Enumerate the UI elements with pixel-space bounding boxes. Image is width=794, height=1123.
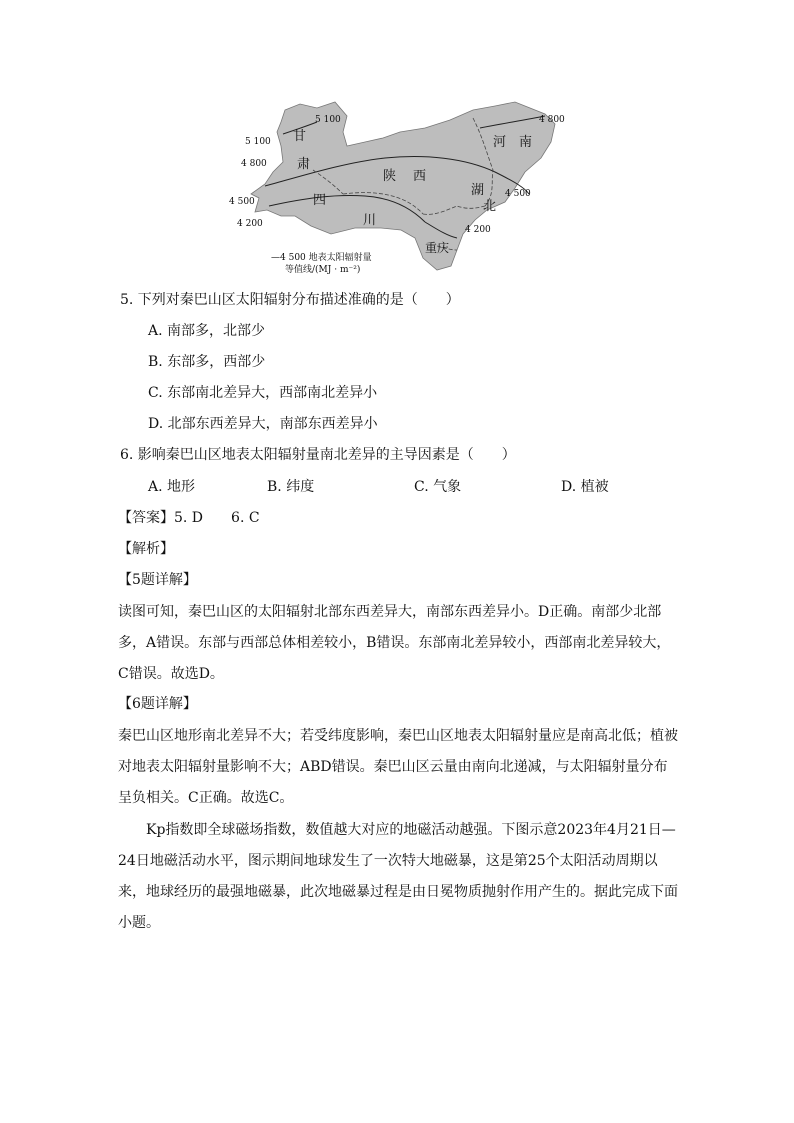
analysis-heading: 【解析】: [118, 541, 174, 557]
question-5-option-a: A. 南部多，北部少: [148, 323, 266, 339]
region-label-su: 肃: [297, 157, 311, 172]
region-label-gan: 甘: [293, 129, 307, 144]
region-label-xi: 西: [413, 169, 427, 184]
question-5-option-d: D. 北部东西差异大，南部东西差异小: [148, 416, 378, 432]
isoline-label: 5 100: [245, 137, 271, 147]
answer-line: 【答案】5. D 6. C: [118, 510, 260, 526]
question-6-stem: 6. 影响秦巴山区地表太阳辐射量南北差异的主导因素是（ ）: [120, 447, 516, 463]
map-legend-line1: —4 500 地表太阳辐射量: [271, 253, 372, 263]
detail-6-heading: 【6题详解】: [118, 696, 197, 712]
region-label-he: 河: [493, 135, 507, 150]
region-label-chuan: 川: [363, 213, 377, 228]
qinba-region-shape: [251, 102, 555, 270]
map-legend-line2: 等值线/(MJ · m⁻²): [285, 265, 361, 275]
isoline-label: 4 800: [241, 159, 267, 169]
isoline-label: 4 800: [539, 115, 565, 125]
region-label-chongqing: 重庆: [425, 241, 450, 255]
region-label-nan: 南: [519, 135, 533, 150]
solar-radiation-map: [225, 98, 575, 278]
isoline-label: 4 500: [505, 189, 531, 199]
region-label-hu: 湖: [471, 183, 485, 198]
question-6-option-d: D. 植被: [561, 479, 609, 495]
isoline-label: 4 200: [237, 219, 263, 229]
question-5-option-c: C. 东部南北差异大，西部南北差异小: [148, 385, 378, 401]
isoline-label: 4 500: [229, 197, 255, 207]
region-label-shan: 陕: [383, 169, 397, 184]
detail-5-heading: 【5题详解】: [118, 572, 197, 588]
kp-intro-paragraph: Kp指数即全球磁场指数，数值越大对应的地磁活动越强。下图示意2023年4月21日—24日地磁活动水平，图示期间地球发生了一次特大地磁暴，这是第25个太阳活动周期以来，地球经历的最强地磁暴，此次地磁暴过程是由日冕物质抛射作用产生的。据此完成下面小题。: [118, 822, 678, 931]
region-label-si: 四: [313, 193, 327, 208]
question-6-option-a: A. 地形: [148, 479, 196, 495]
question-6-option-b: B. 纬度: [267, 479, 315, 495]
question-5-option-b: B. 东部多，西部少: [148, 354, 266, 370]
detail-5-text: 读图可知，秦巴山区的太阳辐射北部东西差异大，南部东西差异小。D正确。南部少北部多，A错误。东部与西部总体相差较小，B错误。东部南北差异较小，西部南北差异较大，C错误。故选D。: [118, 604, 671, 682]
region-label-bei: 北: [483, 199, 497, 214]
question-5-stem: 5. 下列对秦巴山区太阳辐射分布描述准确的是（ ）: [120, 292, 460, 308]
question-6-option-c: C. 气象: [414, 479, 462, 495]
isoline-label: 4 200: [465, 225, 491, 235]
isoline-label: 5 100: [315, 115, 341, 125]
detail-6-text: 秦巴山区地形南北差异不大；若受纬度影响，秦巴山区地表太阳辐射量应是南高北低；植被对地表太阳辐射量影响不大；ABD错误。秦巴山区云量由南向北递减，与太阳辐射量分布呈负相关。C正确。故选C。: [118, 728, 678, 806]
